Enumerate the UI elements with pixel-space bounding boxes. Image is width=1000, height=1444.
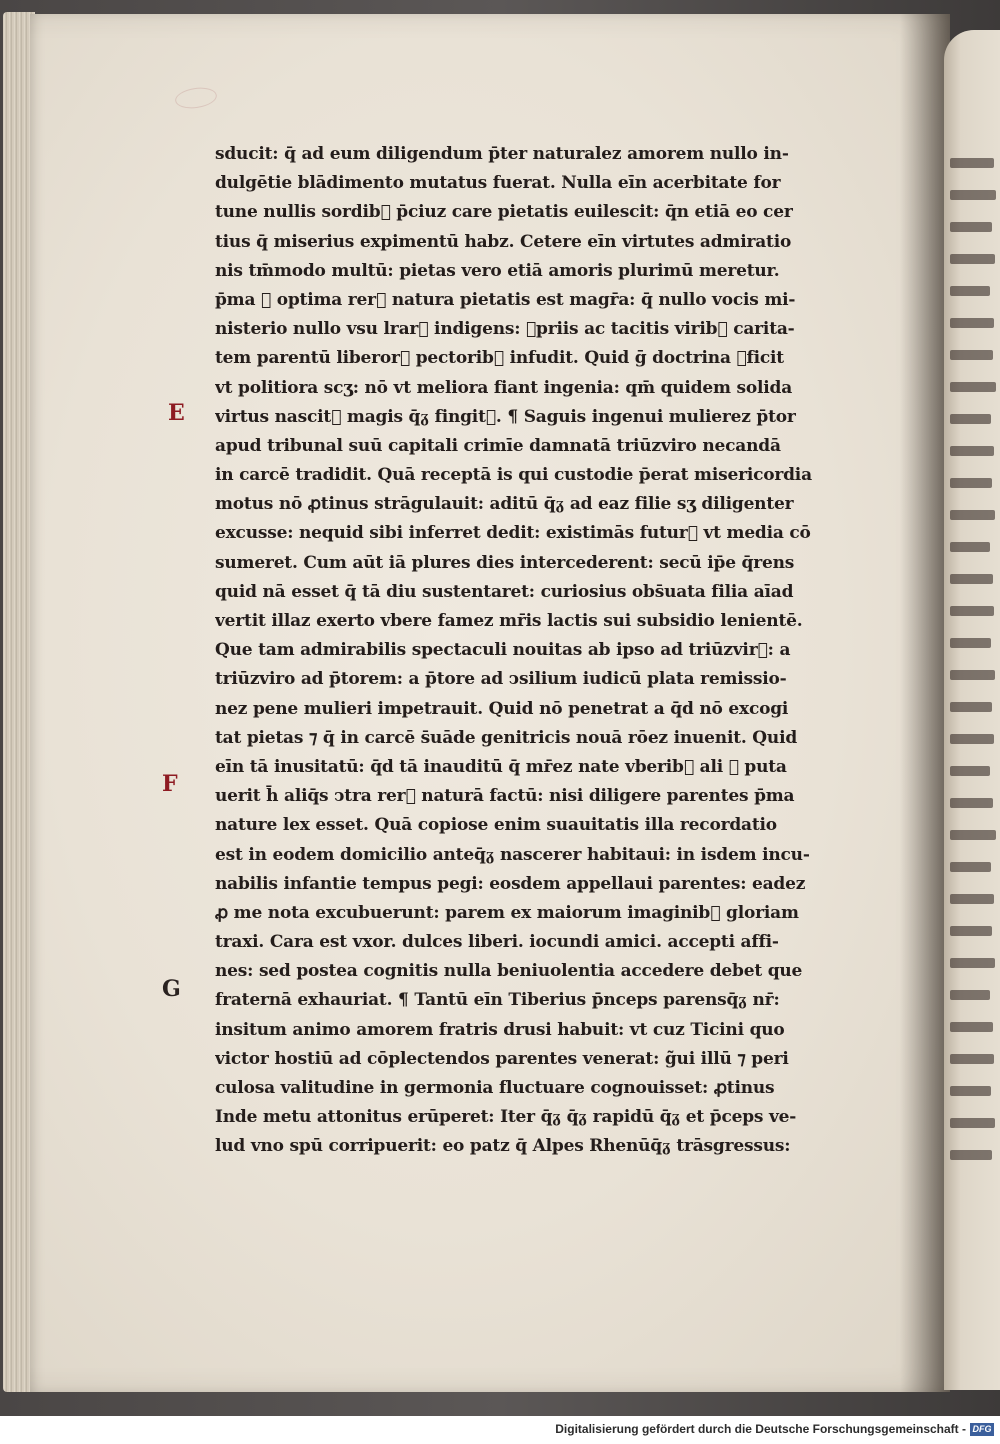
text-line: nabilis infantie tempus pegi: eosdem appellaui parentes: eadez bbox=[215, 873, 806, 894]
right-page-text-line bbox=[950, 798, 993, 808]
gutter-shadow bbox=[900, 14, 950, 1392]
right-page-text-line bbox=[950, 1150, 992, 1160]
right-page-text-line bbox=[950, 702, 992, 712]
right-page-text-line bbox=[950, 766, 990, 776]
text-line: est in eodem domicilio anteq̄ᵹ nascerer habitaui: in isdem incu- bbox=[215, 844, 810, 865]
right-page-text-line bbox=[950, 1118, 995, 1128]
text-line: quid nā esset q̄ tā diu sustentaret: curiosius obs̄uata filia aīad bbox=[215, 581, 794, 602]
text-line: eīn tā inusitatū: q̄d tā inauditū q̄ mr̄ez nate vberib᷑ ali ⁊ puta bbox=[215, 756, 787, 777]
text-line: lud vno spū corripuerit: eo patz q̄ Alpes Rhenūq̄ᵹ trāsgressus: bbox=[215, 1136, 791, 1157]
marginal-letter-f: F bbox=[162, 771, 178, 797]
right-page-text-line bbox=[950, 190, 996, 200]
right-page-text-line bbox=[950, 958, 995, 968]
text-line: in carcē tradidit. Quā receptā is qui custodie p̄erat misericordia bbox=[215, 465, 812, 486]
text-line: tune nullis sordib᷑ p̄ciuz care pietatis euilescit: q̄n etiā eo cer bbox=[215, 202, 793, 223]
right-page-text-line bbox=[950, 830, 996, 840]
right-page-text-line bbox=[950, 990, 990, 1000]
funding-notice: Digitalisierung gefördert durch die Deutsche Forschungsgemeinschaft - bbox=[555, 1422, 966, 1436]
right-page-text-line bbox=[950, 1086, 991, 1096]
footer-bar bbox=[0, 1416, 1000, 1444]
right-page-text-line bbox=[950, 286, 990, 296]
text-line: nes: sed postea cognitis nulla beniuolentia accedere debet que bbox=[215, 961, 803, 982]
text-line: motus nō ꝓtinus strāgulauit: aditū q̄ᵹ ad eaz filie sʒ diligenter bbox=[215, 494, 794, 515]
text-line: sumeret. Cum aūt iā plures dies intercederent: secū ip̄e q̄rens bbox=[215, 552, 795, 573]
text-line: dulgētie blādimento mutatus fuerat. Nulla eīn acerbitate for bbox=[215, 173, 781, 194]
right-page-text-line bbox=[950, 1054, 994, 1064]
right-page-text-line bbox=[950, 158, 994, 168]
text-line: excusse: nequid sibi inferret dedit: existimās futur᷑ vt media cō bbox=[215, 523, 811, 544]
right-page-edge bbox=[944, 30, 1000, 1390]
text-line: p̄ma ⁊ optima rer᷑ natura pietatis est magr̄a: q̄ nullo vocis mi- bbox=[215, 289, 796, 310]
text-line: ꝓ me nota excubuerunt: parem ex maiorum imaginib᷑ gloriam bbox=[215, 902, 799, 923]
right-page-text-line bbox=[950, 606, 994, 616]
text-line: tem parentū liberor᷑ pectorib᷑ infudit. Quid ḡ doctrina ꝓficit bbox=[215, 348, 784, 369]
text-line: vt politiora scʒ: nō vt meliora fiant ingenia: qm̄ quidem solida bbox=[215, 377, 793, 398]
right-page-text-line bbox=[950, 414, 991, 424]
right-page-text-line bbox=[950, 670, 995, 680]
text-line: insitum animo amorem fratris drusi habuit: vt cuz Ticini quo bbox=[215, 1019, 785, 1040]
dfg-logo: DFG bbox=[970, 1423, 994, 1436]
marginal-letter-g: G bbox=[162, 976, 181, 1002]
right-page-text-line bbox=[950, 574, 993, 584]
right-page-text-line bbox=[950, 478, 992, 488]
text-line: uerit h̄ aliq̄s ↄtra rer᷑ naturā factū: nisi diligere parentes p̄ma bbox=[215, 786, 795, 807]
text-line: nisterio nullo vsu lrar᷑ indigens: ꝓpriis ac tacitis virib᷑ carita- bbox=[215, 319, 795, 340]
text-line: apud tribunal suū capitali crimīe damnatā triūzviro necandā bbox=[215, 435, 781, 456]
right-page-text-line bbox=[950, 382, 996, 392]
text-line: virtus nascit᷑ magis q̄ᵹ fingit᷑. ¶ Saguis ingenui mulierez p̄tor bbox=[215, 406, 796, 427]
text-block bbox=[215, 140, 885, 1162]
right-page-text-line bbox=[950, 510, 995, 520]
right-page-text-line bbox=[950, 926, 992, 936]
right-page-text-line bbox=[950, 542, 990, 552]
right-page-text-line bbox=[950, 254, 995, 264]
text-line: sducit: q̄ ad eum diligendum p̄ter naturalez amorem nullo in- bbox=[215, 144, 789, 164]
right-page-text-line bbox=[950, 734, 994, 744]
text-line: Que tam admirabilis spectaculi nouitas ab ipso ad triūzvir᷑: a bbox=[215, 640, 791, 661]
text-line: nez pene mulieri impetrauit. Quid nō penetrat a q̄d nō excogi bbox=[215, 698, 789, 719]
text-line: vertit illaz exerto vbere famez mr̄is lactis sui subsidio lenientē. bbox=[215, 611, 803, 631]
text-line: tat pietas ⁊ q̄ in carcē s̄uāde genitricis nouā rōez inuenit. Quid bbox=[215, 727, 798, 748]
marginal-letter-e: E bbox=[168, 400, 185, 426]
text-line: nis tm̄modo multū: pietas vero etiā amoris plurimū meretur. bbox=[215, 260, 780, 281]
right-page-text-line bbox=[950, 638, 991, 648]
right-page-text-line bbox=[950, 318, 994, 328]
right-page-text-line bbox=[950, 894, 994, 904]
right-page-text-line bbox=[950, 862, 991, 872]
text-line: culosa valitudine in germonia fluctuare cognouisset: ꝓtinus bbox=[215, 1078, 775, 1098]
text-line: victor hostiū ad cōplectendos parentes venerat: g̃ui illū ⁊ peri bbox=[215, 1048, 789, 1069]
text-line: Inde metu attonitus erūperet: Iter q̄ᵹ q̄ᵹ rapidū q̄ᵹ et p̄ceps ve- bbox=[215, 1107, 797, 1128]
right-page-text-line bbox=[950, 222, 992, 232]
right-page-text-line bbox=[950, 350, 993, 360]
right-page-text-line bbox=[950, 446, 994, 456]
text-line: traxi. Cara est vxor. dulces liberi. iocundi amici. accepti affi- bbox=[215, 932, 779, 953]
text-line: triūzviro ad p̄torem: a p̄tore ad ↄsilium iudicū plata remissio- bbox=[215, 669, 787, 690]
text-line: nature lex esset. Quā copiose enim suauitatis illa recordatio bbox=[215, 815, 777, 836]
text-line: fraternā exhauriat. ¶ Tantū eīn Tiberius p̄nceps parensq̄ᵹ nr̄: bbox=[215, 990, 780, 1011]
right-page-text-line bbox=[950, 1022, 993, 1032]
text-line: tius q̄ miserius expimentū habz. Cetere eīn virtutes admiratio bbox=[215, 231, 792, 252]
